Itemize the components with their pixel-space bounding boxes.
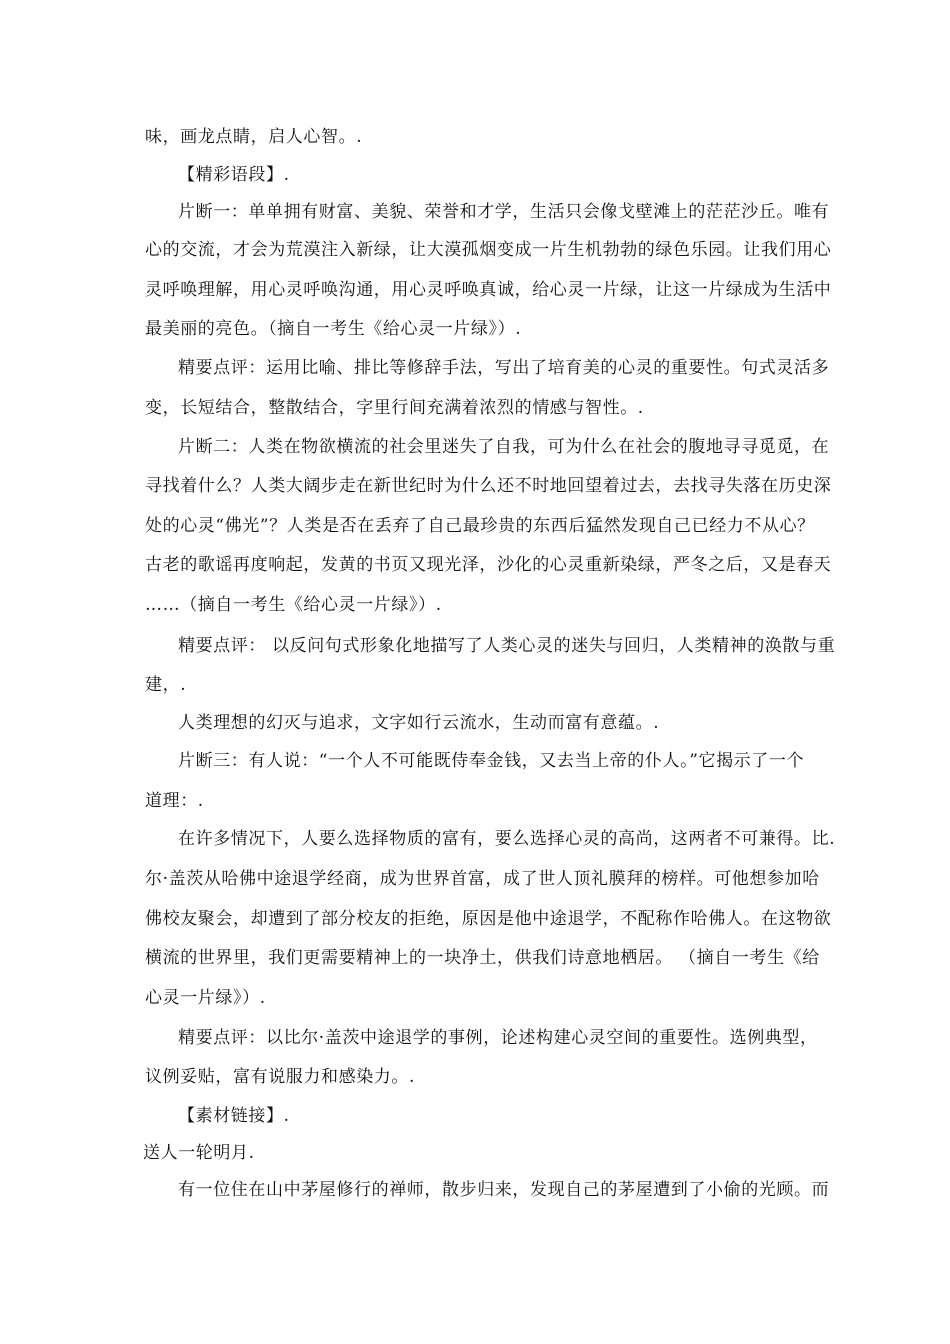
- text-line: 人类理想的幻灭与追求，文字如行云流水，生动而富有意蕴。.: [178, 713, 660, 733]
- text-line: 横流的世界里，我们更需要精神上的一块净土，供我们诗意地栖居。 （摘自一考生《给: [145, 948, 820, 968]
- text-line: 味，画龙点睛，启人心智。.: [145, 127, 363, 147]
- text-line: 精要点评： 以反问句式形象化地描写了人类心灵的迷失与回归，人类精神的涣散与重: [178, 636, 836, 656]
- section-heading-materials: 【素材链接】.: [178, 1106, 290, 1126]
- text-line: 建，.: [145, 675, 187, 695]
- text-line: 尔·盖茨从哈佛中途退学经商，成为世界首富，成了世人顶礼膜拜的榜样。可他想参加哈: [145, 869, 820, 889]
- text-line: 寻找着什么？人类大阔步走在新世纪时为什么还不时地回望着过去，去找寻失落在历史深: [145, 476, 832, 496]
- text-line: 有一位住在山中茅屋修行的禅师，散步归来，发现自己的茅屋遭到了小偷的光顾。而: [178, 1180, 830, 1200]
- text-line: 变，长短结合，整散结合，字里行间充满着浓烈的情感与智性。.: [145, 398, 644, 418]
- text-line: 道理：.: [145, 791, 204, 811]
- text-line: 古老的歌谣再度响起，发黄的书页又现光泽，沙化的心灵重新染绿，严冬之后，又是春天: [145, 555, 832, 575]
- text-line: 片断三：有人说：“一个人不可能既侍奉金钱，又去当上帝的仆人。”它揭示了一个: [178, 751, 805, 771]
- text-line: 精要点评：以比尔·盖茨中途退学的事例，论述构建心灵空间的重要性。选例典型，: [178, 1028, 818, 1048]
- text-line: 精要点评：运用比喻、排比等修辞手法，写出了培育美的心灵的重要性。句式灵活多: [178, 358, 830, 378]
- text-line: ……（摘自一考生《给心灵一片绿》）.: [145, 595, 442, 615]
- material-title: 送人一轮明月.: [143, 1143, 255, 1163]
- text-line: 议例妥贴，富有说服力和感染力。.: [145, 1067, 416, 1087]
- section-heading-highlights: 【精彩语段】.: [178, 165, 290, 185]
- text-line: 最美丽的亮色。（摘自一考生《给心灵一片绿》）.: [145, 319, 522, 339]
- text-line: 处的心灵“佛光”？人类是否在丢弃了自己最珍贵的东西后猛然发现自己已经力不从心？: [145, 516, 815, 536]
- text-line: 灵呼唤理解，用心灵呼唤沟通，用心灵呼唤真诚，给心灵一片绿，让这一片绿成为生活中: [145, 280, 832, 300]
- text-line: 片断二：人类在物欲横流的社会里迷失了自我，可为什么在社会的腹地寻寻觅觅，在: [178, 437, 830, 457]
- text-line: 在许多情况下，人要么选择物质的富有，要么选择心灵的高尚，这两者不可兼得。比.: [178, 829, 836, 849]
- text-line: 心灵一片绿》）.: [145, 988, 266, 1008]
- text-line: 佛校友聚会，却遭到了部分校友的拒绝，原因是他中途退学，不配称作哈佛人。在这物欲: [145, 909, 832, 929]
- text-line: 片断一：单单拥有财富、美貌、荣誉和才学，生活只会像戈壁滩上的茫茫沙丘。唯有: [178, 202, 830, 222]
- text-line: 心的交流，才会为荒漠注入新绿，让大漠孤烟变成一片生机勃勃的绿色乐园。让我们用心: [145, 240, 832, 260]
